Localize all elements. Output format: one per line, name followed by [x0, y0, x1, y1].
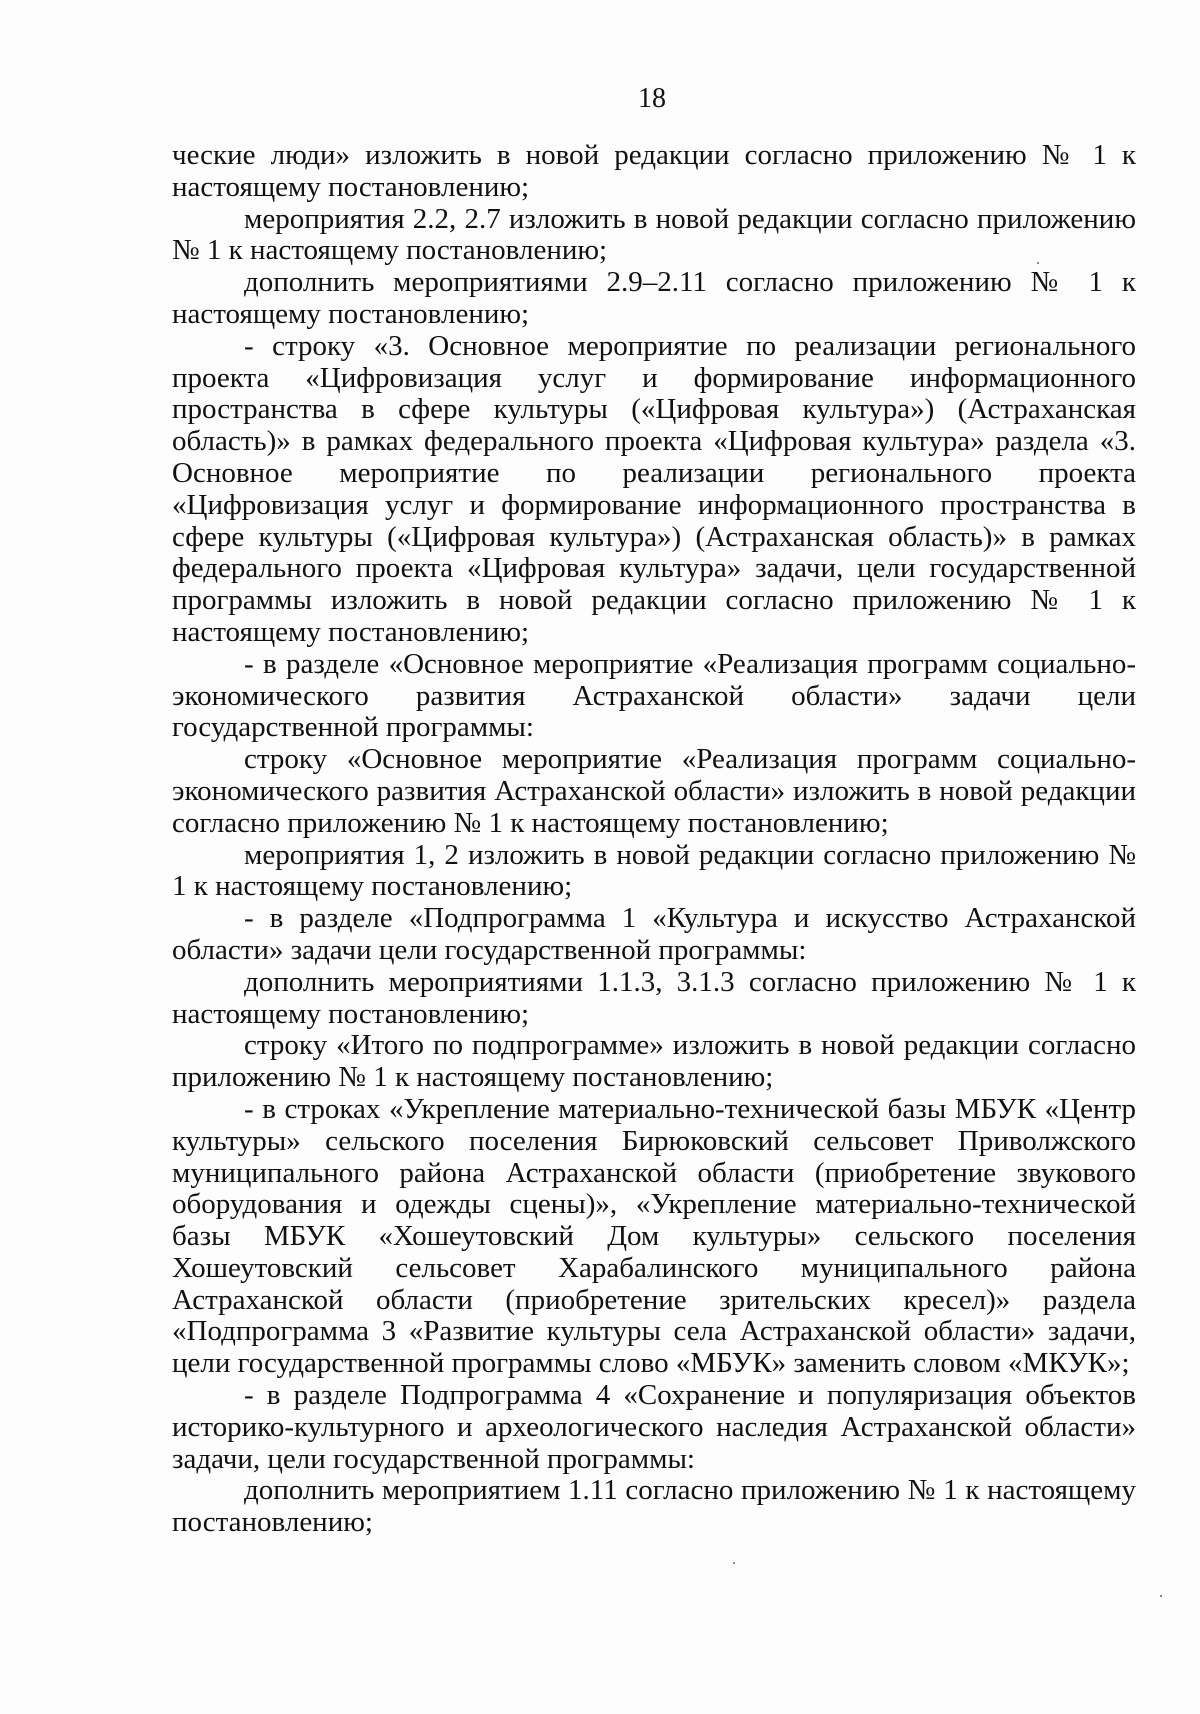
paragraph-11: - в строках «Укрепление материально-технической базы МБУК «Центр культуры» сельского поселения Бирюковский сельсовет Приволжского муниципального района Астраханской области (приобретение звукового оборудования и одежды сцены)», «Укрепление материально-технической базы МБУК «Хошеутовский Дом культуры» сельского поселения Хошеутовский сельсовет Харабалинского муниципального района Астраханской области (приобретение зрительских кресел)» раздела «Подпрограмма 3 «Развитие культуры села Астраханской области» задачи, цели государственной программы слово «МБУК» заменить словом «МКУК»;: [172, 1092, 1136, 1380]
scan-speck: [1160, 1595, 1162, 1597]
paragraph-12: - в разделе Подпрограмма 4 «Сохранение и популяризация объектов историко-культурного и археологического наследия Астраханской области» задачи, цели государственной программы:: [172, 1379, 1136, 1475]
paragraph-10: строку «Итого по подпрограмме» изложить в новой редакции согласно приложению № 1 к настоящему постановлению;: [172, 1029, 1136, 1094]
scan-speck: [733, 1562, 735, 1564]
paragraph-9: дополнить мероприятиями 1.1.3, 3.1.3 согласно приложению № 1 к настоящему постановлению;: [172, 965, 1136, 1030]
paragraph-1: ческие люди» изложить в новой редакции согласно приложению № 1 к настоящему постановлению;: [172, 139, 1136, 203]
paragraph-3: дополнить мероприятиями 2.9–2.11 согласно приложению № 1 к настоящему постановлению;: [172, 266, 1136, 330]
document-body: [172, 140, 1136, 1539]
paragraph-6: строку «Основное мероприятие «Реализация программ социально-экономического развития Астраханской области» изложить в новой редакции согласно приложению № 1 к настоящему постановлению;: [172, 743, 1136, 839]
page-number: 18: [638, 83, 666, 114]
paragraph-2: мероприятия 2.2, 2.7 изложить в новой редакции согласно приложению № 1 к настоящему постановлению;: [172, 202, 1136, 267]
paragraph-8: - в разделе «Подпрограмма 1 «Культура и искусство Астраханской области» задачи цели государственной программы:: [172, 902, 1136, 966]
scan-speck: [1037, 262, 1039, 264]
paragraph-4: - строку «3. Основное мероприятие по реализации регионального проекта «Цифровизация услуг и формирование информационного пространства в сфере культуры («Цифровая культура») (Астраханская область)» в рамках федерального проекта «Цифровая культура» раздела «3. Основное мероприятие по реализации регионального проекта «Цифровизация услуг и формирование информационного пространства в сфере культуры («Цифровая культура») (Астраханская область)» в рамках федерального проекта «Цифровая культура» задачи, цели государственной программы изложить в новой редакции согласно приложению № 1 к настоящему постановлению;: [172, 329, 1136, 648]
paragraph-7: мероприятия 1, 2 изложить в новой редакции согласно приложению № 1 к настоящему постановлению;: [172, 838, 1136, 903]
paragraph-13: дополнить мероприятием 1.11 согласно приложению № 1 к настоящему постановлению;: [172, 1474, 1136, 1539]
paragraph-5: - в разделе «Основное мероприятие «Реализация программ социально-экономического развития Астраханской области» задачи цели государственной программы:: [172, 647, 1136, 744]
